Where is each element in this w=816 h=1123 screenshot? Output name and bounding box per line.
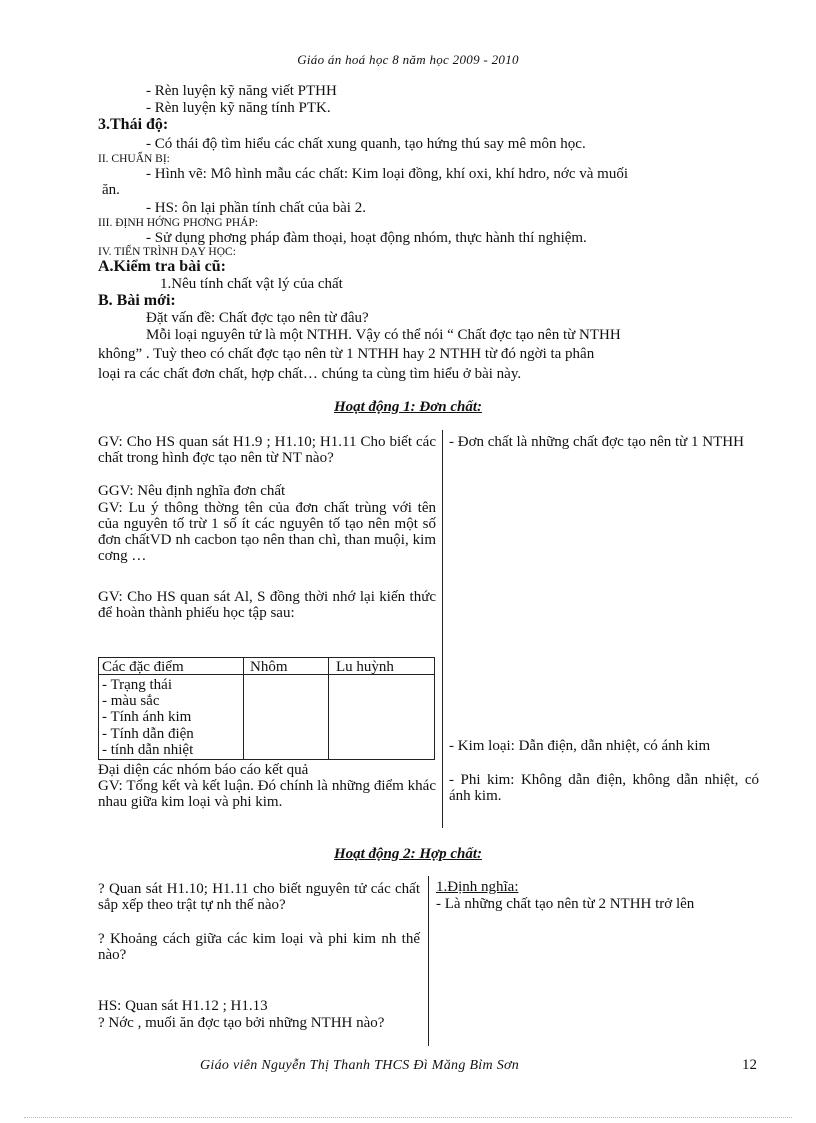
activity-2-left-q1: ? Quan sát H1.10; H1.11 cho biết nguyên tử các chất sắp xếp theo trật tự nh thế nào? xyxy=(98,881,420,913)
problem-statement: Đặt vấn đề: Chất đợc tạo nên từ đâu? xyxy=(146,310,369,326)
activity-2-left-q2: ? Khoảng cách giữa các kim loại và phi kim nh thế nào? xyxy=(98,931,420,963)
method-text: - Sử dụng phơng pháp đàm thoại, hoạt động nhóm, thực hành thí nghiệm. xyxy=(146,230,587,246)
table-row-label: - tính dẫn nhiệt xyxy=(102,742,194,758)
activity-2-divider xyxy=(428,876,429,1046)
table-row-label: - Tính dẫn điện xyxy=(102,726,194,742)
activity-2-title: Hoạt động 2: Hợp chất: xyxy=(333,846,483,862)
prep-line-1: - Hình vẽ: Mô hình mẫu các chất: Kim loại đồng, khí oxi, khí hdro, nớc và muối xyxy=(146,166,629,182)
prep-line-1-cont: ăn. xyxy=(102,182,120,198)
check-heading: A.Kiểm tra bài cũ: xyxy=(98,258,226,275)
activity-1-left-p2: GGV: Nêu định nghĩa đơn chất xyxy=(98,483,286,499)
activity-1-left-after-2: GV: Tổng kết và kết luận. Đó chính là những điểm khác nhau giữa kim loại và phi kim. xyxy=(98,778,436,810)
activity-1-title: Hoạt động 1: Đơn chất: xyxy=(333,399,483,415)
prep-heading: II. CHUẨN BỊ: xyxy=(98,153,170,165)
page-header: Giáo án hoá học 8 năm học 2009 - 2010 xyxy=(297,52,519,67)
activity-1-left-after-1: Đại diện các nhóm báo cáo kết quả xyxy=(98,762,309,778)
page-number: 12 xyxy=(742,1057,757,1073)
activity-1-right-definition: - Đơn chất là những chất đợc tạo nên từ 1 NTHH xyxy=(449,434,744,450)
activity-1-right-nonmetal: - Phi kim: Không dẫn điện, không dẫn nhiệt, có ánh kim. xyxy=(449,772,759,804)
activity-2-left-q3: ? Nớc , muối ăn đợc tạo bởi những NTHH nào? xyxy=(98,1015,385,1031)
activity-2-left-hs: HS: Quan sát H1.12 ; H1.13 xyxy=(98,998,268,1014)
table-header-feature: Các đặc điểm xyxy=(102,659,184,675)
intro-paragraph-line-2: không” . Tuỳ theo có chất đợc tạo nên từ 1 NTHH hay 2 NTHH từ đó ngời ta phân xyxy=(98,346,595,362)
table-row-label: - Tính ánh kim xyxy=(102,709,192,725)
intro-paragraph-line-3: loại ra các chất đơn chất, hợp chất… chúng ta cùng tìm hiểu ở bài này. xyxy=(98,366,522,382)
activity-1-left-p1: GV: Cho HS quan sát H1.9 ; H1.10; H1.11 Cho biết các chất trong hình đợc tạo nên từ NT nào? xyxy=(98,434,436,466)
table-header-sulfur: Lu huỳnh xyxy=(336,659,394,675)
check-item: 1.Nêu tính chất vật lý của chất xyxy=(160,276,343,292)
attitude-text: - Có thái độ tìm hiểu các chất xung quanh, tạo hứng thú say mê môn học. xyxy=(146,136,586,152)
attitude-heading: 3.Thái độ: xyxy=(98,116,169,133)
activity-2-right-heading: 1.Định nghĩa: xyxy=(436,879,519,895)
activity-1-left-p4: GV: Cho HS quan sát Al, S đồng thời nhớ lại kiến thức để hoàn thành phiếu học tập sau: xyxy=(98,589,436,621)
skill-line-2: - Rèn luyện kỹ năng tính PTK. xyxy=(146,100,331,116)
new-lesson-heading: B. Bài mới: xyxy=(98,292,176,309)
process-heading: IV. TIẾN TRÌNH DẠY HỌC: xyxy=(98,246,236,258)
table-header-aluminium: Nhôm xyxy=(250,659,288,675)
intro-paragraph-line-1: Mỗi loại nguyên tử là một NTHH. Vậy có thể nói “ Chất đợc tạo nên từ NTHH xyxy=(146,327,621,343)
activity-1-left-p3: GV: Lu ý thông thờng tên của đơn chất trùng với tên của nguyên tố trừ 1 số ít các nguyên tố tạo nên một số đơn chấtVD nh cacbon tạo nên than chì, than muội, kim cơng … xyxy=(98,500,436,564)
activity-1-right-metal: - Kim loại: Dẫn điện, dẫn nhiệt, có ánh kim xyxy=(449,738,711,754)
activity-1-divider xyxy=(442,430,443,828)
page-footer: Giáo viên Nguyễn Thị Thanh THCS Đì Măng Bỉm Sơn xyxy=(200,1058,520,1073)
page-bottom-rule xyxy=(24,1117,792,1118)
table-row-label: - màu sắc xyxy=(102,693,160,709)
activity-2-right-definition: - Là những chất tạo nên từ 2 NTHH trở lên xyxy=(436,896,695,912)
table-row-label: - Trạng thái xyxy=(102,677,173,693)
skill-line-1: - Rèn luyện kỹ năng viết PTHH xyxy=(146,83,337,99)
method-heading: III. ĐỊNH HỚNG PHƠNG PHÁP: xyxy=(98,217,259,229)
prep-line-2: - HS: ôn lại phần tính chất của bài 2. xyxy=(146,200,366,216)
